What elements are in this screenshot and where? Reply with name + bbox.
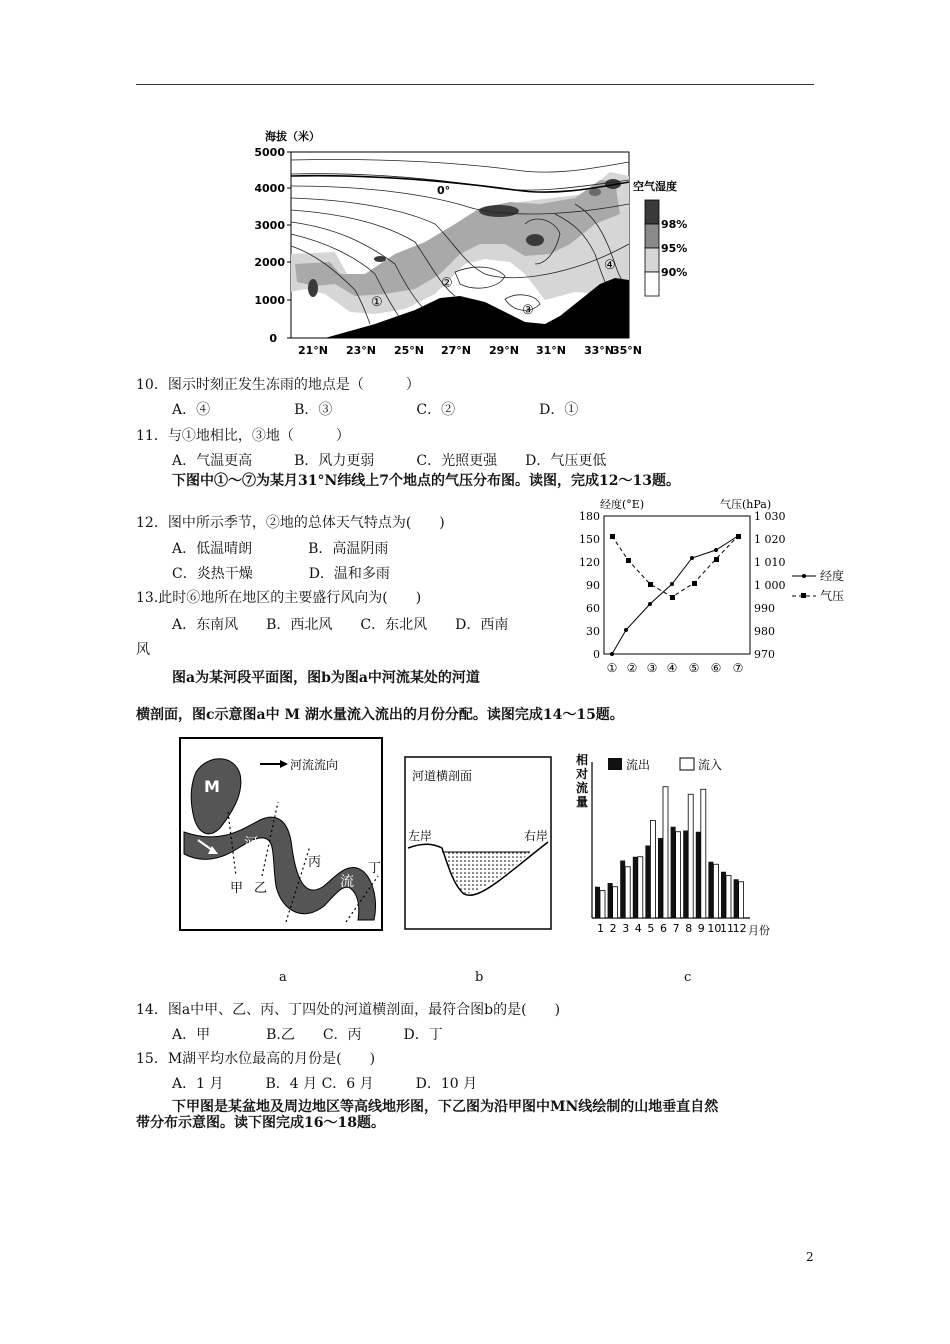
bar-outflow-3 bbox=[620, 861, 625, 919]
bar-inflow-8 bbox=[688, 794, 693, 918]
question-12-options-1: A．低温晴朗 B．高温阴雨 bbox=[172, 541, 389, 557]
lake-flow-chart-c bbox=[572, 752, 772, 938]
right-tick: 1 010 bbox=[754, 556, 786, 569]
y-tick: 1000 bbox=[255, 294, 285, 307]
right-tick: 970 bbox=[754, 648, 775, 661]
left-tick: 150 bbox=[579, 533, 600, 546]
left-bank-label: 左岸 bbox=[408, 829, 433, 843]
altitude-humidity-figure bbox=[255, 124, 695, 360]
label-ding: 丁 bbox=[368, 861, 382, 876]
legend-98: 98% bbox=[661, 218, 688, 231]
x-tick-9: 9 bbox=[697, 922, 705, 935]
river-char-liu: 流 bbox=[340, 874, 354, 890]
legend-95: 95% bbox=[661, 242, 688, 255]
pressure-longitude-svg bbox=[570, 496, 860, 678]
legend-pressure: 气压 bbox=[820, 589, 845, 603]
left-tick: 0 bbox=[593, 648, 600, 661]
left-tick: 30 bbox=[586, 625, 600, 638]
question-15-stem: 15．M湖平均水位最高的月份是( ) bbox=[136, 1051, 376, 1067]
x-tick: ⑦ bbox=[732, 661, 744, 675]
lake-flow-chart-svg bbox=[572, 752, 772, 938]
x-tick-5: 5 bbox=[647, 922, 655, 935]
x-tick-2: 2 bbox=[609, 922, 617, 935]
bar-outflow-6 bbox=[658, 838, 663, 918]
x-tick-7: 7 bbox=[672, 922, 680, 935]
y-tick-labels bbox=[255, 146, 285, 345]
y-axis-title: 海拔（米） bbox=[265, 130, 320, 143]
question-10-options: A．④ B．③ C．② D．① bbox=[172, 402, 579, 418]
x-tick: 23°N bbox=[345, 344, 377, 357]
label-yi: 乙 bbox=[254, 881, 268, 896]
question-13-stem: 13.此时⑥地所在地区的主要盛行风向为( ) bbox=[136, 590, 422, 606]
bar-outflow-7 bbox=[671, 827, 676, 918]
x-tick: ② bbox=[626, 661, 638, 675]
x-tick: 25°N bbox=[393, 344, 425, 357]
x-axis-title: 月份 bbox=[748, 924, 770, 937]
bar-inflow-7 bbox=[676, 832, 681, 918]
x-tick-8: 8 bbox=[685, 922, 693, 935]
question-13-options: A．东南风 B．西北风 C．东北风 D．西南 bbox=[172, 617, 509, 633]
isotherm-label: 0° bbox=[437, 184, 451, 197]
bar-outflow-9 bbox=[696, 832, 701, 918]
left-tick: 180 bbox=[579, 510, 600, 523]
x-tick: 33°N bbox=[583, 344, 615, 357]
question-11-options: A．气温更高 B．风力更弱 C．光照更强 D．气压更低 bbox=[172, 453, 607, 469]
bar-outflow-2 bbox=[608, 883, 613, 918]
right-bank-label: 右岸 bbox=[524, 829, 549, 843]
bar-outflow-12 bbox=[734, 879, 739, 918]
x-tick-3: 3 bbox=[622, 922, 630, 935]
cross-section-title: 河道横剖面 bbox=[412, 769, 473, 783]
question-13-options-wrap: 风 bbox=[136, 642, 150, 658]
x-tick: ⑤ bbox=[688, 661, 700, 675]
question-14-options: A．甲 B.乙 C．丙 D．丁 bbox=[172, 1027, 443, 1043]
x-tick: ③ bbox=[646, 661, 658, 675]
river-cross-section-figure-b bbox=[404, 756, 552, 930]
bar-outflow-8 bbox=[683, 831, 688, 919]
question-15-options: A．1 月 B．4 月 C．6 月 D．10 月 bbox=[172, 1076, 478, 1092]
legend-outflow: 流出 bbox=[626, 758, 651, 772]
right-axis-title: 气压(hPa) bbox=[720, 498, 772, 511]
intro-12-13: 下图中①～⑦为某月31°N纬线上7个地点的气压分布图。读图，完成12～13题。 bbox=[172, 473, 680, 489]
x-tick: 21°N bbox=[297, 344, 329, 357]
x-tick-6: 6 bbox=[660, 922, 667, 935]
legend-outflow-swatch bbox=[608, 758, 622, 770]
x-tick-10: 10 bbox=[707, 922, 722, 935]
right-tick: 990 bbox=[754, 602, 775, 615]
x-tick: ⑥ bbox=[710, 661, 722, 675]
y-tick: 3000 bbox=[255, 219, 285, 232]
caption-b: b bbox=[475, 970, 484, 985]
y-tick: 0 bbox=[269, 332, 277, 345]
bar-inflow-12 bbox=[739, 882, 744, 918]
label-jia: 甲 bbox=[230, 881, 244, 896]
right-tick: 1 000 bbox=[754, 579, 786, 592]
bar-inflow-6 bbox=[663, 787, 668, 918]
ylabel-char: 相 bbox=[576, 753, 589, 767]
x-tick: ① bbox=[606, 661, 618, 675]
bar-inflow-9 bbox=[701, 789, 706, 918]
river-char-he: 河 bbox=[244, 836, 258, 852]
left-tick: 120 bbox=[579, 556, 600, 569]
x-tick: 29°N bbox=[488, 344, 520, 357]
question-11-stem: 11．与①地相比，③地（ ） bbox=[136, 428, 350, 444]
question-12-stem: 12．图中所示季节，②地的总体天气特点为( ) bbox=[136, 515, 445, 531]
y-tick: 2000 bbox=[255, 256, 285, 269]
intro-14-15-line2: 横剖面，图c示意图a中 M 湖水量流入流出的月份分配。读图完成14～15题。 bbox=[136, 707, 624, 723]
intro-14-15-line1: 图a为某河段平面图，图b为图a中河流某处的河道 bbox=[172, 670, 480, 686]
point-3: ③ bbox=[522, 303, 534, 318]
bar-inflow-10 bbox=[713, 864, 718, 918]
x-tick-labels bbox=[298, 344, 642, 357]
bar-inflow-5 bbox=[650, 821, 655, 919]
bar-outflow-4 bbox=[633, 857, 638, 918]
x-tick-11: 11 bbox=[720, 922, 734, 935]
bar-inflow-2 bbox=[613, 887, 618, 918]
bar-outflow-10 bbox=[708, 862, 713, 918]
ylabel-char: 对 bbox=[576, 767, 589, 781]
river-plan-figure-a bbox=[178, 736, 384, 932]
left-tick: 90 bbox=[586, 579, 600, 592]
intro-16-18-line2: 带分布示意图。读下图完成16～18题。 bbox=[136, 1115, 385, 1131]
lake-label: M bbox=[204, 777, 220, 796]
point-2: ② bbox=[441, 276, 453, 291]
header-rule bbox=[136, 84, 814, 85]
flow-direction-label: 河流流向 bbox=[290, 758, 339, 772]
ylabel-char: 量 bbox=[576, 795, 589, 809]
x-tick: ④ bbox=[666, 661, 678, 675]
left-axis-title: 经度(°E) bbox=[600, 498, 645, 511]
legend-inflow: 流入 bbox=[698, 758, 723, 772]
right-tick: 980 bbox=[754, 625, 775, 638]
right-tick: 1 030 bbox=[754, 510, 786, 523]
bar-outflow-5 bbox=[645, 846, 650, 919]
legend-longitude: 经度 bbox=[820, 569, 845, 583]
right-tick: 1 020 bbox=[754, 533, 786, 546]
point-4: ④ bbox=[604, 258, 616, 273]
question-12-options-2: C．炎热干燥 D．温和多雨 bbox=[172, 566, 390, 582]
bar-outflow-1 bbox=[595, 887, 600, 918]
ylabel-char: 流 bbox=[576, 781, 589, 795]
legend-90: 90% bbox=[661, 266, 688, 279]
legend-inflow-swatch bbox=[680, 758, 694, 770]
y-tick: 5000 bbox=[255, 146, 285, 159]
bar-outflow-11 bbox=[721, 872, 726, 918]
x-tick: 35°N bbox=[611, 344, 643, 357]
bar-inflow-4 bbox=[638, 857, 643, 918]
label-bing: 丙 bbox=[308, 855, 322, 870]
altitude-humidity-svg bbox=[255, 124, 695, 360]
legend-title: 空气湿度 bbox=[633, 180, 677, 193]
question-14-stem: 14．图a中甲、乙、丙、丁四处的河道横剖面，最符合图b的是( ) bbox=[136, 1002, 561, 1018]
x-tick: 27°N bbox=[440, 344, 472, 357]
caption-a: a bbox=[279, 970, 287, 985]
left-tick: 60 bbox=[586, 602, 600, 615]
x-tick-4: 4 bbox=[634, 922, 642, 935]
pressure-longitude-figure bbox=[570, 496, 860, 678]
page-number: 2 bbox=[806, 1250, 814, 1264]
x-tick-1: 1 bbox=[597, 922, 604, 935]
intro-16-18-line1: 下甲图是某盆地及周边地区等高线地形图，下乙图为沿甲图中MN线绘制的山地垂直自然 bbox=[172, 1099, 719, 1115]
x-tick-12: 12 bbox=[732, 922, 747, 935]
caption-c: c bbox=[684, 970, 692, 985]
x-tick: 31°N bbox=[535, 344, 567, 357]
question-10-stem: 10．图示时刻正发生冻雨的地点是（ ） bbox=[136, 377, 420, 393]
y-tick: 4000 bbox=[255, 182, 285, 195]
bar-inflow-1 bbox=[600, 891, 605, 919]
bar-inflow-3 bbox=[625, 867, 630, 918]
bar-inflow-11 bbox=[726, 876, 731, 919]
point-1: ① bbox=[371, 295, 383, 310]
